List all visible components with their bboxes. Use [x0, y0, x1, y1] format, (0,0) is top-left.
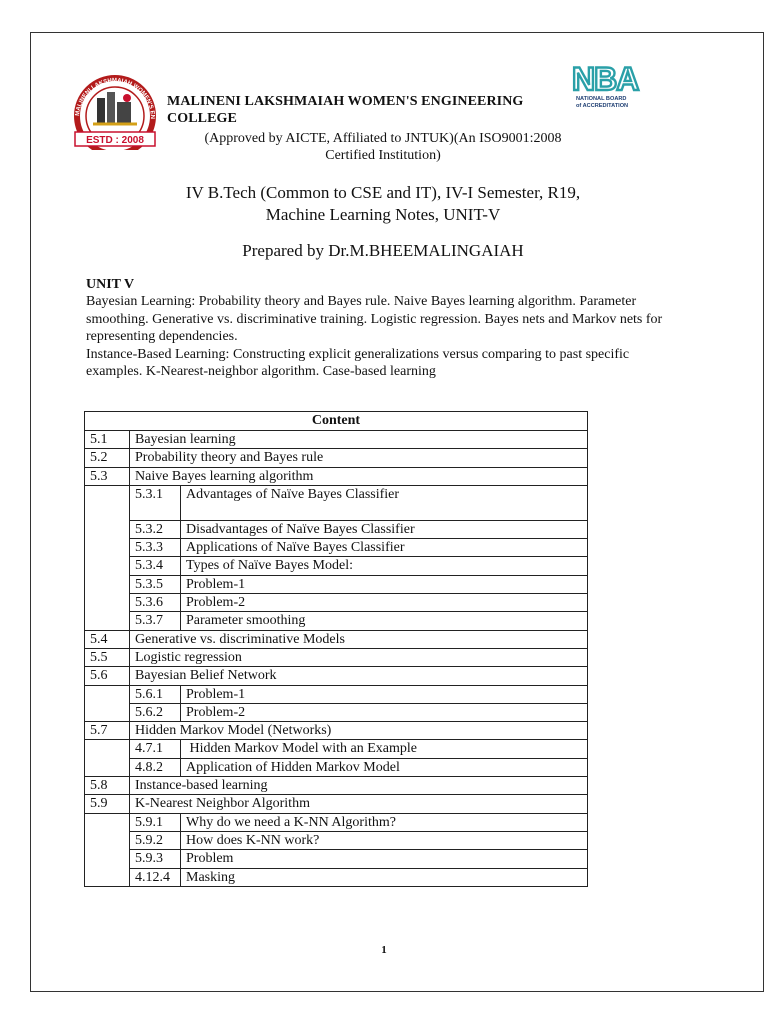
section-number: 5.5 [85, 648, 130, 666]
empty-cell [85, 485, 130, 630]
section-title: Probability theory and Bayes rule [130, 449, 588, 467]
subsection-number: 4.12.4 [130, 868, 181, 886]
subsection-title: Problem-1 [181, 575, 588, 593]
nba-line1: NATIONAL BOARD [576, 96, 627, 102]
logo-ring-text: MALINENI LAKSHMAIAH WOMEN'S EN [74, 77, 156, 120]
subsection-number: 5.3.2 [130, 520, 181, 538]
subsection-number: 5.3.4 [130, 557, 181, 575]
subsection-title: Hidden Markov Model with an Example [181, 740, 588, 758]
subsection-number: 5.9.2 [130, 831, 181, 849]
subsection-title: Applications of Naïve Bayes Classifier [181, 539, 588, 557]
subsection-title: Masking [181, 868, 588, 886]
subsection-number: 5.9.3 [130, 850, 181, 868]
subsection-number: 5.6.1 [130, 685, 181, 703]
table-row [85, 758, 588, 776]
page-number: 1 [381, 944, 387, 956]
table-row [85, 777, 588, 795]
section-number: 5.8 [85, 777, 130, 795]
subsection-number: 5.3.3 [130, 539, 181, 557]
subsection-number: 4.7.1 [130, 740, 181, 758]
subsection-title: Problem-1 [181, 685, 588, 703]
section-title: Logistic regression [130, 648, 588, 666]
empty-cell [85, 685, 130, 722]
syllabus-text [86, 293, 684, 381]
section-title: Generative vs. discriminative Models [130, 630, 588, 648]
subsection-title: Types of Naïve Bayes Model: [181, 557, 588, 575]
subsection-number: 5.3.1 [130, 485, 181, 520]
section-title: Instance-based learning [130, 777, 588, 795]
subsection-number: 5.6.2 [130, 703, 181, 721]
college-logo [67, 68, 163, 150]
table-row [85, 648, 588, 666]
section-number: 5.4 [85, 630, 130, 648]
prepared-by: Prepared by Dr.M.BHEEMALINGAIAH [242, 241, 524, 260]
section-number: 5.3 [85, 467, 130, 485]
table-row [85, 630, 588, 648]
subsection-number: 5.3.6 [130, 594, 181, 612]
nba-line2: of ACCREDITATION [576, 103, 629, 109]
table-row [85, 449, 588, 467]
table-row [85, 594, 588, 612]
table-row [85, 520, 588, 538]
empty-cell [85, 813, 130, 886]
table-row [85, 667, 588, 685]
subsection-title: Parameter smoothing [181, 612, 588, 630]
subsection-title: How does K-NN work? [181, 831, 588, 849]
table-row [85, 722, 588, 740]
subsection-title: Advantages of Naïve Bayes Classifier [181, 485, 588, 520]
subsection-title: Problem-2 [181, 594, 588, 612]
unit-heading: UNIT V [86, 277, 135, 292]
subsection-title: Disadvantages of Naïve Bayes Classifier [181, 520, 588, 538]
section-number: 5.9 [85, 795, 130, 813]
subsection-title: Application of Hidden Markov Model [181, 758, 588, 776]
table-row [85, 685, 588, 703]
contents-table [84, 411, 588, 887]
section-title: Bayesian learning [130, 431, 588, 449]
contents-title: Content [85, 412, 588, 431]
section-number: 5.1 [85, 431, 130, 449]
syllabus-para-1: Bayesian Learning: Probability theory and Bayes rule. Naive Bayes learning algorithm. Parameter smoothing. Generative vs. discriminative training. Logistic regression. Bayes nets and Markov nets for representing dependencies. [86, 294, 663, 344]
table-row [85, 539, 588, 557]
table-row [85, 831, 588, 849]
table-row [85, 467, 588, 485]
table-row [85, 813, 588, 831]
subsection-number: 4.8.2 [130, 758, 181, 776]
table-row [85, 703, 588, 721]
course-line-1: IV B.Tech (Common to CSE and IT), IV-I Semester, R19, [185, 183, 581, 202]
table-row [85, 795, 588, 813]
logo-estd-text: ESTD : 2008 [86, 135, 144, 146]
section-title: K-Nearest Neighbor Algorithm [130, 795, 588, 813]
table-row [85, 431, 588, 449]
subsection-title: Problem-2 [181, 703, 588, 721]
section-number: 5.7 [85, 722, 130, 740]
nba-mark: NBA [572, 61, 639, 97]
table-row [85, 557, 588, 575]
course-title [100, 182, 666, 226]
subsection-number: 5.3.5 [130, 575, 181, 593]
course-line-2: Machine Learning Notes, UNIT-V [265, 205, 501, 224]
college-name: MALINENI LAKSHMAIAH WOMEN'S ENGINEERING COLLEGE [167, 94, 524, 126]
subsection-title: Why do we need a K-NN Algorithm? [181, 813, 588, 831]
section-title: Bayesian Belief Network [130, 667, 588, 685]
subsection-title: Problem [181, 850, 588, 868]
subsection-number: 5.3.7 [130, 612, 181, 630]
approval-statement: (Approved by AICTE, Affiliated to JNTUK)(An ISO9001:2008 Certified Institution) [204, 131, 562, 163]
table-row [85, 868, 588, 886]
syllabus-para-2: Instance-Based Learning: Constructing explicit generalizations versus comparing to past specific examples. K-Nearest-neighbor algorithm. Case-based learning [86, 346, 630, 379]
table-row [85, 740, 588, 758]
table-row [85, 612, 588, 630]
section-title: Hidden Markov Model (Networks) [130, 722, 588, 740]
table-row [85, 575, 588, 593]
section-number: 5.2 [85, 449, 130, 467]
section-number: 5.6 [85, 667, 130, 685]
subsection-number: 5.9.1 [130, 813, 181, 831]
empty-cell [85, 740, 130, 777]
table-row [85, 850, 588, 868]
table-row [85, 485, 588, 520]
section-title: Naive Bayes learning algorithm [130, 467, 588, 485]
